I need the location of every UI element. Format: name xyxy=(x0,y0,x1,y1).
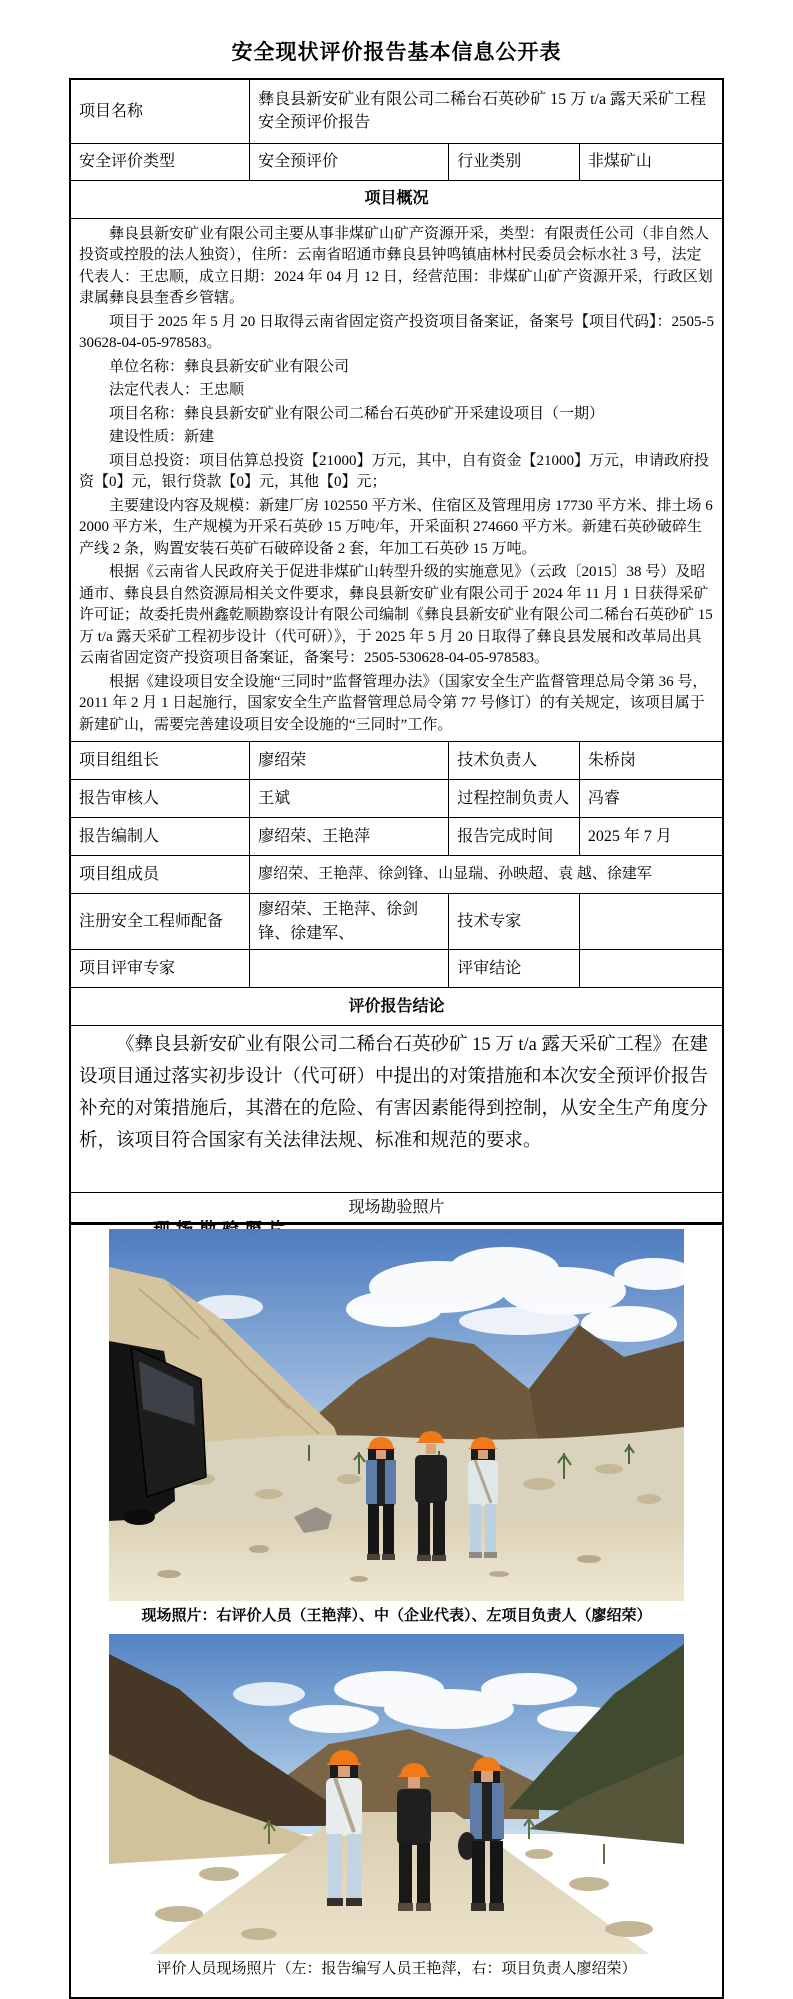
clipped-page-heading xyxy=(153,1218,333,1227)
table-row xyxy=(70,143,723,180)
overview-paragraph: 主要建设内容及规模：新建厂房 102550 平方米、住宿区及管理用房 17730 平方米、排土场 62000 平方米，生产规模为开采石英砂 15 万吨/年，开采面积 274660 平方米。新建石英砂破碎生产线 2 条，购置安装石英矿石破碎设备 2 套，年加工石英砂 15 万吨。 xyxy=(79,497,713,557)
report-reviewer-value: 王斌 xyxy=(250,780,449,818)
report-reviewer-label: 报告审核人 xyxy=(70,780,250,818)
overview-paragraph: 根据《建设项目安全设施“三同时”监督管理办法》（国家安全生产监督管理总局令第 36 号，2011 年 2 月 1 日起施行，国家安全生产监督管理总局令第 77 号修订）的有关规定，该项目属于新建矿山，需要完善建设项目安全设施的“三同时”工作。 xyxy=(79,673,708,733)
photos-section-header: 现场勘验照片 xyxy=(70,1193,723,1224)
photos-cell xyxy=(70,1224,723,1998)
table-row xyxy=(70,742,723,780)
table-row xyxy=(70,988,723,1026)
table-row xyxy=(70,180,723,218)
process-control-value: 冯睿 xyxy=(579,780,723,818)
review-conclusion-label: 评审结论 xyxy=(449,950,580,988)
overview-paragraph: 法定代表人：王忠顺 xyxy=(109,382,245,398)
process-control-label: 过程控制负责人 xyxy=(449,780,580,818)
eval-type-value: 安全预评价 xyxy=(250,143,449,180)
safety-engineer-label: 注册安全工程师配备 xyxy=(70,894,250,950)
eval-type-label: 安全评价类型 xyxy=(70,143,250,180)
overview-paragraph: 项目名称：彝良县新安矿业有限公司二稀台石英砂矿开采建设项目（一期） xyxy=(109,405,605,422)
conclusion-paragraph: 《彝良县新安矿业有限公司二稀台石英砂矿 15 万 t/a 露天采矿工程》在建设项目通过落实初步设计（代可研）中提出的对策措施和本次安全预评价报告补充的对策措施后，其潜在的危险、有害因素能得到控制，从安全生产角度分析，该项目符合国家有关法律法规、标准和规范的要求。 xyxy=(79,1035,709,1151)
site-photo-1 xyxy=(109,1229,684,1601)
report-date-value: 2025 年 7 月 xyxy=(579,818,723,856)
info-table xyxy=(69,78,724,1999)
tech-expert-label: 技术专家 xyxy=(449,894,580,950)
page-title: 安全现状评价报告基本信息公开表 xyxy=(231,40,562,64)
tech-expert-value xyxy=(579,894,723,950)
industry-value: 非煤矿山 xyxy=(579,143,723,180)
table-row xyxy=(70,1026,723,1193)
table-row xyxy=(70,218,723,742)
overview-paragraph: 项目于 2025 年 5 月 20 日取得云南省固定资产投资项目备案证，备案号【项目代码】：2505-530628-04-05-978583。 xyxy=(79,313,714,351)
photo-1-caption: 现场照片：右评价人员（王艳萍）、中（企业代表）、左项目负责人（廖绍荣） xyxy=(141,1608,652,1625)
project-name-value: 彝良县新安矿业有限公司二稀台石英砂矿 15 万 t/a 露天采矿工程安全预评价报告 xyxy=(250,79,723,143)
report-author-label: 报告编制人 xyxy=(70,818,250,856)
table-row xyxy=(70,894,723,950)
table-row xyxy=(70,79,723,143)
tech-lead-label: 技术负责人 xyxy=(449,742,580,780)
members-label: 项目组成员 xyxy=(70,856,250,894)
table-row xyxy=(70,856,723,894)
table-row xyxy=(70,780,723,818)
overview-paragraph: 彝良县新安矿业有限公司主要从事非煤矿山矿产资源开采，类型：有限责任公司（非自然人投资或控股的法人独资），住所：云南省昭通市彝良县钟鸣镇庙林村民委员会标水社 3 号，法定代表人：王忠顺，成立日期：2024 年 04 月 12 日，经营范围：非煤矿山矿产资源开采，行政区划隶属彝良县奎香乡管辖。 xyxy=(79,225,713,306)
review-expert-label: 项目评审专家 xyxy=(70,950,250,988)
tech-lead-value: 朱桥岗 xyxy=(579,742,723,780)
review-conclusion-value xyxy=(579,950,723,988)
overview-paragraph: 建设性质：新建 xyxy=(109,429,215,445)
conclusion-section-header: 评价报告结论 xyxy=(70,988,723,1026)
photo-2-caption: 评价人员现场照片（左：报告编写人员王艳萍，右：项目负责人廖绍荣） xyxy=(156,1960,637,1977)
overview-text-cell xyxy=(70,218,723,742)
overview-paragraph: 单位名称：彝良县新安矿业有限公司 xyxy=(109,358,350,375)
members-value: 廖绍荣、王艳萍、徐剑锋、山显瑞、孙映超、袁 越、徐建军 xyxy=(250,856,723,894)
overview-section-header: 项目概况 xyxy=(70,180,723,218)
review-expert-value xyxy=(250,950,449,988)
team-leader-label: 项目组组长 xyxy=(70,742,250,780)
project-name-label: 项目名称 xyxy=(70,79,250,143)
table-row xyxy=(70,950,723,988)
team-leader-value: 廖绍荣 xyxy=(250,742,449,780)
safety-engineer-value: 廖绍荣、王艳萍、徐剑锋、徐建军、 xyxy=(250,894,449,950)
conclusion-text-cell xyxy=(70,1026,723,1193)
site-photo-2 xyxy=(109,1634,684,1954)
table-row xyxy=(70,1224,723,1998)
industry-label: 行业类别 xyxy=(449,143,580,180)
report-author-value: 廖绍荣、王艳萍 xyxy=(250,818,449,856)
report-date-label: 报告完成时间 xyxy=(449,818,580,856)
table-row xyxy=(70,818,723,856)
overview-paragraph: 项目总投资：项目估算总投资【21000】万元，其中，自有资金【21000】万元，申请政府投资【0】元，银行贷款【0】元，其他【0】元； xyxy=(79,452,710,490)
overview-paragraph: 根据《云南省人民政府关于促进非煤矿山转型升级的实施意见》（云政〔2015〕38 号）及昭通市、彝良县自然资源局相关文件要求，彝良县新安矿业有限公司于 2024 年 11 月 1 日获得采矿许可证；故委托贵州鑫乾顺勘察设计有限公司编制《彝良县新安矿业有限公司二稀台石英砂矿 15 万 t/a 露天采矿工程初步设计（代可研）》，于 2025 年 5 月 20 日取得了彝良县发展和改革局出具云南省固定资产投资项目备案证，备案号：2505-530628-04-05-978583。 xyxy=(79,564,713,666)
